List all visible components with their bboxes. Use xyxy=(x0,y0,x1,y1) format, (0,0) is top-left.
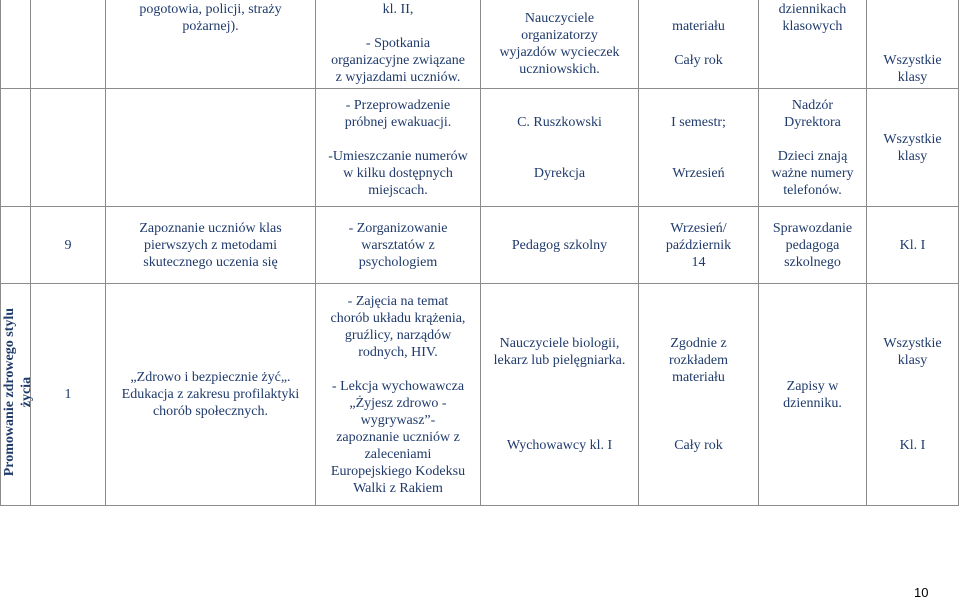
activities-cell: - Zorganizowanie warsztatów z psychologiem xyxy=(316,207,481,284)
classes-cell: Wszystkie klasy xyxy=(867,0,959,89)
number-cell: 9 xyxy=(31,207,106,284)
table-row xyxy=(1,0,959,89)
activities-cell: kl. II, - Spotkania organizacyjne związane z wyjazdami uczniów. xyxy=(316,0,481,89)
section-title: Promowanie zdrowego stylu życia xyxy=(2,307,34,477)
classes-cell: Wszystkie klasy Kl. I xyxy=(867,284,959,506)
topic-cell xyxy=(106,89,316,207)
evaluation-cell: dziennikach klasowych xyxy=(759,0,867,89)
deadline-cell: I semestr; Wrzesień xyxy=(639,89,759,207)
table-row xyxy=(1,207,959,284)
activities-cell: - Zajęcia na temat chorób układu krążenia, gruźlicy, narządów rodnych, HIV. - Lekcja wychowawcza „Żyjesz zdrowo - wygrywasz”- zapoznanie uczniów z zaleceniami Europejskiego Kodeksu Walki z Rakiem xyxy=(316,284,481,506)
page-number: 10 xyxy=(914,585,929,600)
responsible-cell: C. Ruszkowski Dyrekcja xyxy=(481,89,639,207)
number-cell xyxy=(31,89,106,207)
responsible-cell: Pedagog szkolny xyxy=(481,207,639,284)
section-cell xyxy=(1,207,31,284)
topic-cell: pogotowia, policji, straży pożarnej). xyxy=(106,0,316,89)
evaluation-cell: Sprawozdanie pedagoga szkolnego xyxy=(759,207,867,284)
classes-cell: Wszystkie klasy xyxy=(867,89,959,207)
responsible-cell: Nauczyciele organizatorzy wyjazdów wycieczek uczniowskich. xyxy=(481,0,639,89)
number-cell: 1 xyxy=(31,284,106,506)
number-cell xyxy=(31,0,106,89)
deadline-cell: materiału Cały rok xyxy=(639,0,759,89)
topic-cell: Zapoznanie uczniów klas pierwszych z metodami skutecznego uczenia się xyxy=(106,207,316,284)
responsible-cell: Nauczyciele biologii, lekarz lub pielęgniarka. Wychowawcy kl. I xyxy=(481,284,639,506)
section-cell xyxy=(1,0,31,89)
deadline-cell: Zgodnie z rozkładem materiału Cały rok xyxy=(639,284,759,506)
topic-cell: „Zdrowo i bezpiecznie żyć„. Edukacja z zakresu profilaktyki chorób społecznych. xyxy=(106,284,316,506)
evaluation-cell: Nadzór Dyrektora Dzieci znają ważne numery telefonów. xyxy=(759,89,867,207)
table-row xyxy=(1,284,959,506)
section-cell xyxy=(1,89,31,207)
activities-cell: - Przeprowadzenie próbnej ewakuacji. -Umieszczanie numerów w kilku dostępnych miejscach. xyxy=(316,89,481,207)
section-cell xyxy=(1,284,34,506)
evaluation-cell: Zapisy w dzienniku. xyxy=(759,284,867,506)
deadline-cell: Wrzesień/ październik 14 xyxy=(639,207,759,284)
table-row xyxy=(1,89,959,207)
classes-cell: Kl. I xyxy=(867,207,959,284)
